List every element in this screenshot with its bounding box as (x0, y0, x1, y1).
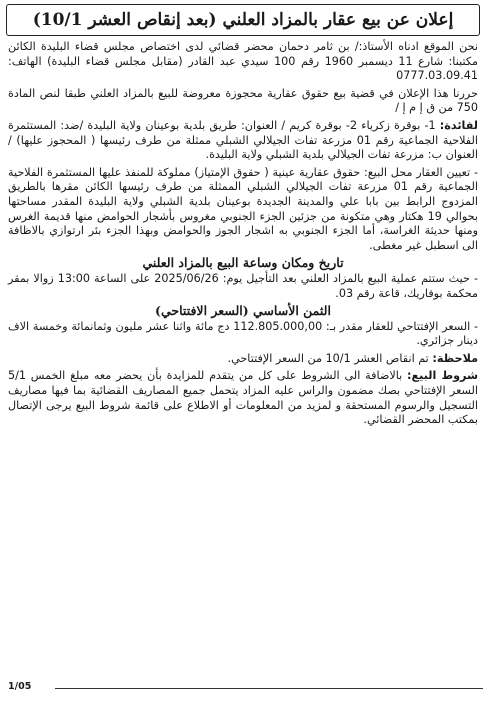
note-text: تم انقاص العشر 10/1 من السعر الإفتتاحي. (227, 351, 433, 365)
conditions-paragraph (8, 369, 478, 427)
property-paragraph: - تعيين العقار محل البيع: حقوق عقارية عينية ( حقوق الإمتياز) مملوكة للمنفذ عليها المستثمرة الفلاحية الجماعية رقم 01 مزرعة تفات الجيلالي الشبلي الممثلة من طرف رئيسها الكائن مقرها بالطريق المزدوج الرابط بين بابا علي والمدينة الجديدة بوعينان بلدية الشبلي ولاية البليدة المقدر مساحتها بحوالي 19 هكتار وهي متكونة من جزئين الجزء الجنوبي مغروس بأشجار الحوامض منها قديمة الغرس ومنها حديثة الغراسة، أما الجزء الجنوبي به اشجار الجوز والحوامض وبهذا الجزء بئر ارتوازي بالاظافة الى اسطبل غير مغطى. (8, 165, 478, 252)
intro-text: نحن الموقع ادناه الأستاذ:/ بن ثامر دحمان محضر قضائي لدى اختصاص مجلس قضاء البليدة الكائن مكتبنا: شارع 11 ديسمبر 1960 رقم 100 سيدي عبد القادر (مقابل مجلس قضاء البليدة) الهاتف: (8, 40, 478, 68)
beneficiary-paragraph (8, 119, 478, 163)
page-number: 1/05 (8, 681, 32, 692)
price-heading: الثمن الأساسي (السعر الافتتاحي) (155, 303, 331, 319)
intro-paragraph (8, 40, 478, 84)
sale-date-heading: تاريخ ومكان وساعة البيع بالمزاد العلني (142, 255, 344, 271)
conditions-label: شروط البيع: (407, 369, 478, 383)
price-text: - السعر الإفتتاحي للعقار مقدر بـ: 112.805.000,00 دج مائة واثنا عشر مليون وثمانمائة وخمسة الاف دينار جزائري. (8, 319, 478, 348)
phone-number: 0777.03.09.41 (396, 69, 478, 83)
footer-divider (55, 688, 483, 689)
note-label: ملاحظة: (432, 351, 478, 365)
note-paragraph (8, 352, 478, 367)
sale-date-text: - حيث ستتم عملية البيع بالمزاد العلني بعد التأجيل يوم: 2025/06/26 على الساعة 13:00 زوالا بمقر محكمة بوفاريك، قاعة رقم 03. (8, 271, 478, 300)
beneficiary-label: لفائدة: (439, 118, 478, 132)
paragraph-1: حررنا هذا الإعلان في قضية بيع حقوق عقارية محجوزة معروضة للبيع بالمزاد العلني طبقا لنص المادة 750 من ق إ م إ / (8, 86, 478, 115)
announcement-body (8, 40, 478, 431)
beneficiary-text: 1- بوقرة زكرياء 2- بوقرة كريم / العنوان: طريق بلدية بوعينان ولاية البليدة /ضد: المستثمرة الفلاحية الجماعية رقم 01 مزرعة تفات الجيلالي الشبلي ممثلة من طرف رئيسها ( المحجوز عليها) / العنوان ب: مزرعة تفات الجيلالي بلدية الشبلي ولاية البليدة. (8, 118, 478, 162)
announcement-title: إعلان عن بيع عقار بالمزاد العلني (بعد إنقاص العشر 10/1) (6, 4, 480, 36)
conditions-text: بالاضافة الى الشروط على كل من يتقدم للمزايدة بأن يحضر معه مبلغ الخمس 5/1 السعر الإفتتاحي بصك مضمون والراس عليه المزاد يتحمل جميع المصاريف القضائية بما فيها مصاريف التسجيل والرسوم المستحقة و لمزيد من المعلومات أو الاطلاع على قائمة شروط البيع يرجى الإتصال بمكتب المحضر القضائي. (8, 369, 478, 427)
